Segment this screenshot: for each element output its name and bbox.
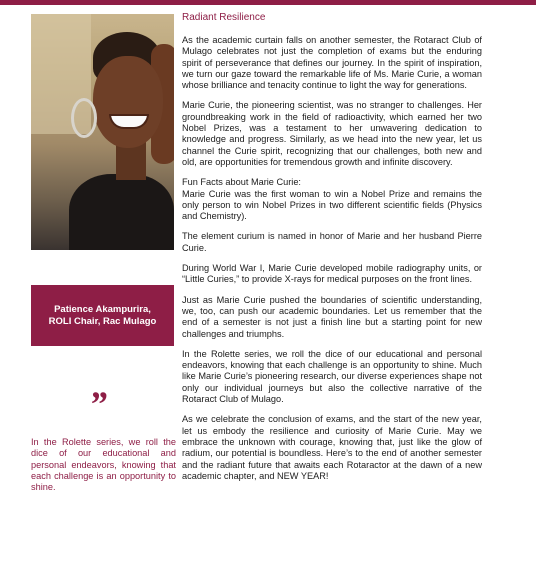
paragraph: Marie Curie was the first woman to win a Nobel Prize and remains the only person to win Nobel Prizes in two different scientific fields (Physics and Chemistry). [182, 188, 482, 222]
pull-quote: In the Rolette series, we roll the dice of our educational and personal endeavors, knowing that each challenge is an opportunity to shine. [31, 437, 176, 493]
fun-facts-heading: Fun Facts about Marie Curie: [182, 177, 301, 188]
paragraph: Marie Curie, the pioneering scientist, was no stranger to challenges. Her groundbreaking work in the field of radioactivity, which earned her two Nobel Prizes, was a testament to her unwavering dedication to knowledge and progress. Similarly, as we head into the new year, let us channel the Curie spirit, recognizing that our challenges, both new and old, are opportunities for tremendous growth and infinite discovery. [182, 100, 482, 167]
article-title: Radiant Resilience [182, 12, 266, 23]
paragraph: The element curium is named in honor of Marie and her husband Pierre Curie. [182, 231, 482, 253]
portrait-photo [31, 14, 174, 250]
paragraph: As the academic curtain falls on another semester, the Rotaract Club of Mulago celebrates not just the completion of exams but the enduring spirit of perseverance that defines our journey. In the spirit of inspiration, we turn our gaze toward the remarkable life of Ms. Marie Curie, a woman whose brilliance and tenacity continue to light the way for generations. [182, 35, 482, 91]
caption-role: ROLI Chair, Rac Mulago [48, 315, 157, 327]
paragraph: Just as Marie Curie pushed the boundaries of scientific understanding, we, too, can push our academic boundaries. Let us remember that the end of a semester is not just a finish line but a starting point for new challenges and triumphs. [182, 294, 482, 339]
caption-name: Patience Akampurira, [54, 303, 151, 315]
article-body [182, 12, 482, 491]
quote-mark-icon: ” [89, 384, 107, 424]
paragraph: As we celebrate the conclusion of exams, and the start of the new year, let us embody the resilience and curiosity of Marie Curie. May we embrace the unknown with courage, knowing that, just like the glow of radium, our potential is boundless. Here’s to the end of another semester and the radiant future that awaits each Rotaractor at the dawn of a new academic chapter, and NEW YEAR! [182, 414, 482, 481]
photo-caption-box [31, 285, 174, 346]
top-accent-bar [0, 0, 536, 5]
paragraph: During World War I, Marie Curie developed mobile radiography units, or “Little Curies,” to provide X-rays for medical purposes on the front lines. [182, 263, 482, 285]
paragraph: In the Rolette series, we roll the dice of our educational and personal endeavors, knowing that each challenge is an opportunity to shine. Much like Marie Curie’s pioneering research, our diverse experiences shape not only our individual journeys but also the collective narrative of the Rotaract Club of Mulago. [182, 348, 482, 405]
